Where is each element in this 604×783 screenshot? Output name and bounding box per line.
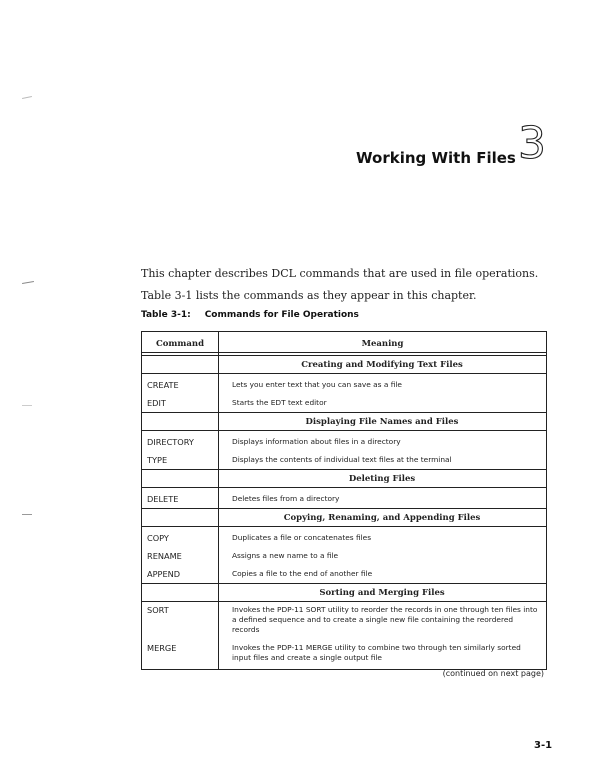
margin-mark [22, 514, 32, 515]
continued-note: (continued on next page) [442, 669, 544, 678]
margin-mark [22, 281, 34, 284]
section-heading: Deleting Files [142, 470, 546, 488]
meaning-cell: Invokes the PDP-11 SORT utility to reorder the records in one through ten files into a defined sequence and to create a single new file containing the reordered records [232, 605, 538, 634]
margin-mark [22, 405, 32, 406]
table-group [142, 488, 546, 509]
command-cell: APPEND [147, 569, 181, 579]
header-command: Command [142, 332, 219, 355]
meaning-cell: Starts the EDT text editor [232, 398, 327, 407]
meaning-cell: Copies a file to the end of another file [232, 569, 373, 578]
table-caption [141, 310, 359, 320]
command-cell: DELETE [147, 494, 179, 504]
section-heading: Sorting and Merging Files [142, 584, 546, 602]
command-cell: SORT [147, 605, 169, 615]
chapter-title: Working With Files [356, 149, 516, 167]
command-cell: RENAME [147, 551, 182, 561]
header-meaning: Meaning [361, 338, 404, 349]
command-cell: CREATE [147, 380, 179, 390]
section-heading: Copying, Renaming, and Appending Files [142, 509, 546, 527]
table-caption-text: Commands for File Operations [204, 310, 359, 320]
meaning-cell: Assigns a new name to a file [232, 551, 339, 560]
meaning-cell: Invokes the PDP-11 MERGE utility to combine two through ten similarly sorted input files and create a single output file [232, 643, 521, 662]
meaning-cell: Lets you enter text that you can save as a file [232, 380, 402, 389]
command-cell: TYPE [147, 455, 168, 465]
chapter-number: 3 [518, 118, 546, 169]
command-cell: EDIT [147, 398, 166, 408]
table-group [142, 602, 546, 669]
table-group [142, 527, 546, 584]
command-cell: DIRECTORY [147, 437, 194, 447]
meaning-cell: Displays the contents of individual text files at the terminal [232, 455, 452, 464]
table-header-row [142, 332, 546, 356]
command-cell: MERGE [147, 643, 177, 653]
intro-paragraph: Table 3-1 lists the commands as they appear in this chapter. [141, 289, 477, 302]
margin-mark [22, 96, 32, 99]
meaning-cell: Deletes files from a directory [232, 494, 340, 503]
section-heading: Displaying File Names and Files [142, 413, 546, 431]
section-heading: Creating and Modifying Text Files [142, 356, 546, 374]
table-group [142, 374, 546, 413]
intro-paragraph: This chapter describes DCL commands that are used in file operations. [141, 267, 539, 280]
command-cell: COPY [147, 533, 169, 543]
page-number: 3-1 [534, 740, 553, 751]
commands-table [141, 331, 547, 670]
table-caption-label: Table 3-1: [141, 310, 191, 320]
table-group [142, 431, 546, 470]
meaning-cell: Duplicates a file or concatenates files [232, 533, 372, 542]
meaning-cell: Displays information about files in a directory [232, 437, 401, 446]
